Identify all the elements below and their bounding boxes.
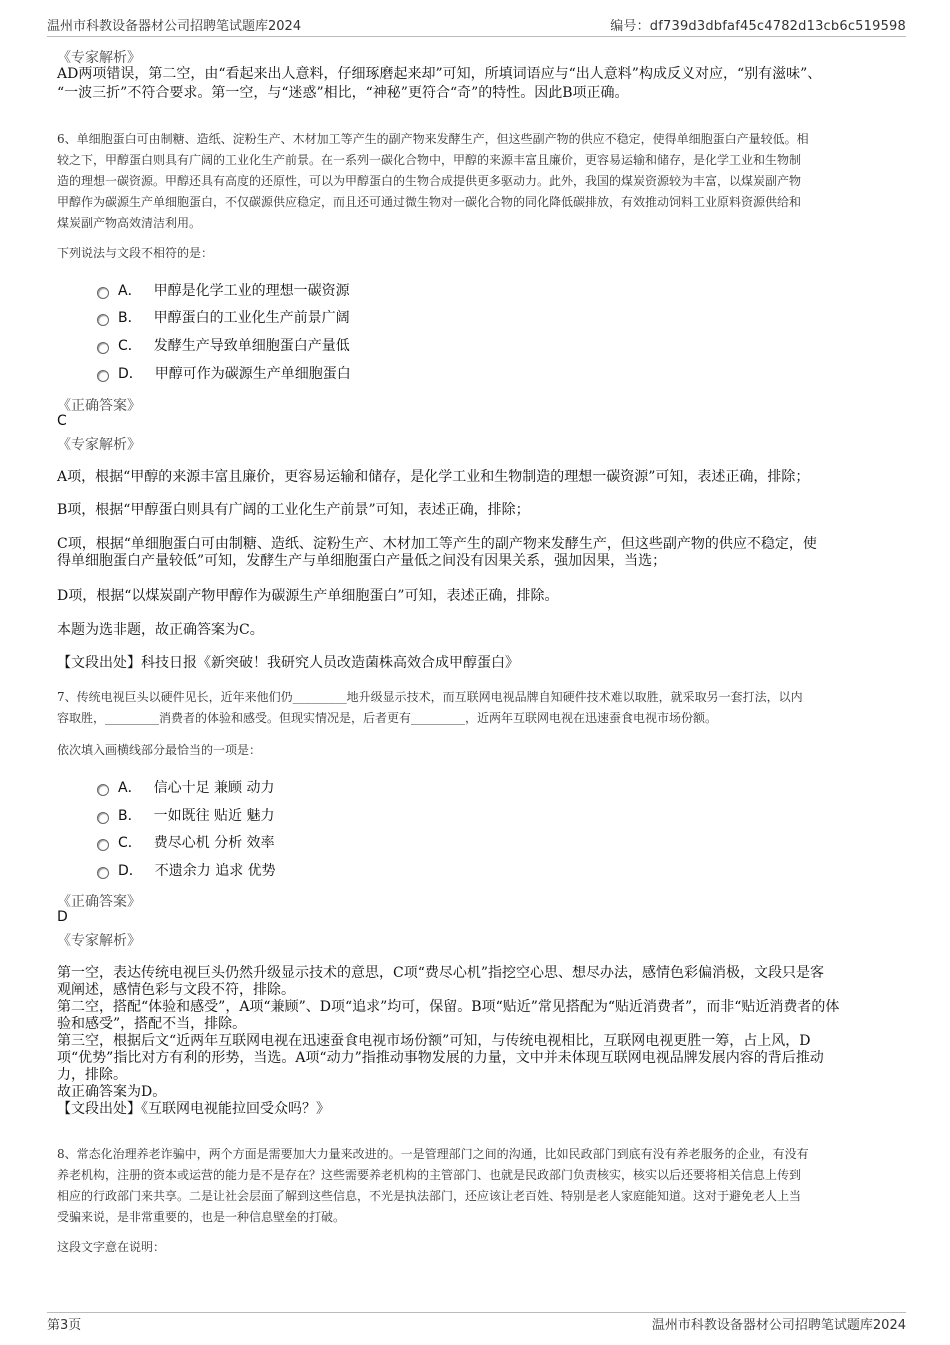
option-key: C． <box>118 835 142 851</box>
radio-icon[interactable] <box>97 812 109 824</box>
q5-analysis-line: AD两项错误，第二空，由“看起来出人意料，仔细琢磨起来却”可知，所填词语应与“出人意料”构成反义对应，“别有滋味”、 <box>57 66 822 82</box>
q6-answer: C <box>57 413 67 429</box>
option-text: 发酵生产导致单细胞蛋白产量低 <box>153 338 350 354</box>
q7-source: 【文段出处】《互联网电视能拉回受众吗？》 <box>57 1101 330 1117</box>
q6-option-a[interactable] <box>97 279 350 301</box>
q6-analysis-c-line: C项，根据“单细胞蛋白可由制糖、造纸、淀粉生产、木材加工等产生的副产物来发酵生产，但这些副产物的供应不稳定，使 <box>57 536 817 552</box>
radio-icon[interactable] <box>97 314 109 326</box>
q6-option-c[interactable] <box>97 334 350 356</box>
option-text: 一如既往 贴近 魅力 <box>153 808 275 824</box>
q6-analysis-c <box>57 536 900 570</box>
q7-analysis-line: 第一空，表达传统电视巨头仍然升级显示技术的意思，C项“费尽心机”指挖空心思、想尽办法，感情色彩偏消极，文段只是客 <box>57 965 825 981</box>
page-header <box>47 14 906 37</box>
q7-question: 依次填入画横线部分最恰当的一项是： <box>57 743 262 757</box>
footer-title: 温州市科教设备器材公司招聘笔试题库2024 <box>651 1318 906 1333</box>
q7-analysis <box>57 965 900 1118</box>
option-key: B． <box>118 808 142 824</box>
q7-option-b[interactable] <box>97 804 275 826</box>
option-key: D． <box>118 863 143 879</box>
q5-analysis-line: “一波三折”不符合要求。第一空，与“迷惑”相比，“神秘”更符合“奇”的特性。因此B项正确。 <box>57 85 629 101</box>
q8-passage <box>57 1144 900 1228</box>
radio-icon[interactable] <box>97 287 109 299</box>
q6-conclusion: 本题为选非题，故正确答案为C。 <box>57 622 264 638</box>
q8-passage-line: 受骗来说，是非常重要的，也是一种信息壁垒的打破。 <box>57 1210 346 1224</box>
option-key: A． <box>118 283 142 299</box>
q5-analysis-label: 《专家解析》 <box>57 50 141 66</box>
page-footer <box>47 1312 906 1337</box>
option-text: 甲醇可作为碳源生产单细胞蛋白 <box>154 366 351 382</box>
q6-option-b[interactable] <box>97 306 350 328</box>
q6-analysis-c-line: 得单细胞蛋白产量较低”可知，发酵生产与单细胞蛋白产量低之间没有因果关系，强加因果，当选； <box>57 553 667 569</box>
q7-answer: D <box>57 909 68 925</box>
q8-passage-line: 相应的行政部门来共享。二是让社会层面了解到这些信息，不光是执法部门，还应该让老百姓、特别是老人家庭能知道。这对于避免老人上当 <box>57 1189 802 1203</box>
q6-analysis-label: 《专家解析》 <box>57 437 141 453</box>
header-serial: 编号：df739d3dbfaf45c4782d13cb6c519598 <box>610 19 906 34</box>
footer-page-number: 第3页 <box>47 1318 82 1333</box>
radio-icon[interactable] <box>97 370 109 382</box>
q7-analysis-line: 验和感受”，搭配不当，排除。 <box>57 1016 247 1032</box>
q7-analysis-line: 项“优势”指比对方有利的形势，当选。A项“动力”指推动事物发展的力量，文中并未体现互联网电视品牌发展内容的背后推动 <box>57 1050 824 1066</box>
radio-icon[interactable] <box>97 867 109 879</box>
q6-analysis-d: D项，根据“以煤炭副产物甲醇作为碳源生产单细胞蛋白”可知，表述正确，排除。 <box>57 588 559 604</box>
radio-icon[interactable] <box>97 784 109 796</box>
q6-passage-line: 较之下，甲醇蛋白则具有广阔的工业化生产前景。在一系列一碳化合物中，甲醇的来源丰富且廉价，更容易运输和储存，是化学工业和生物制 <box>57 153 802 167</box>
q6-option-d[interactable] <box>97 362 351 384</box>
q5-analysis <box>57 65 900 103</box>
option-key: B． <box>118 310 142 326</box>
q7-passage <box>57 687 900 729</box>
q7-analysis-line: 故正确答案为D。 <box>57 1084 167 1100</box>
q7-option-c[interactable] <box>97 831 275 853</box>
q6-answer-label: 《正确答案》 <box>57 398 141 414</box>
q8-passage-line: 养老机构，注册的资本或运营的能力是不是存在？这些需要养老机构的主管部门、也就是民政部门负责核实，核实以后还要将相关信息上传到 <box>57 1168 802 1182</box>
q8-passage-line: 8、常态化治理养老诈骗中，两个方面是需要加大力量来改进的。一是管理部门之间的沟通，比如民政部门到底有没有养老服务的企业，有没有 <box>57 1147 809 1161</box>
q7-option-d[interactable] <box>97 859 276 881</box>
q7-analysis-line: 第二空，搭配“体验和感受”，A项“兼顾”、D项“追求”均可，保留。B项“贴近”常见搭配为“贴近消费者”，而非“贴近消费者的体 <box>57 999 840 1015</box>
q6-passage-line: 甲醇作为碳源生产单细胞蛋白，不仅碳源供应稳定，而且还可通过微生物对一碳化合物的同化降低碳排放，有效推动饲料工业原料资源供给和 <box>57 195 802 209</box>
option-text: 不遗余力 追求 优势 <box>154 863 276 879</box>
option-text: 甲醇蛋白的工业化生产前景广阔 <box>153 310 350 326</box>
option-key: A． <box>118 780 142 796</box>
radio-icon[interactable] <box>97 839 109 851</box>
q7-answer-label: 《正确答案》 <box>57 894 141 910</box>
q7-passage-line: 容取胜，_________消费者的体验和感受。但现实情况是，后者更有_________，近两年互联网电视在迅速蚕食电视市场份额。 <box>57 711 718 725</box>
q6-analysis-a: A项，根据“甲醇的来源丰富且廉价，更容易运输和储存，是化学工业和生物制造的理想一碳资源”可知，表述正确，排除； <box>57 469 810 485</box>
q6-passage-line: 6、单细胞蛋白可由制糖、造纸、淀粉生产、木材加工等产生的副产物来发酵生产，但这些副产物的供应不稳定，使得单细胞蛋白产量较低。相 <box>57 132 809 146</box>
header-title: 温州市科教设备器材公司招聘笔试题库2024 <box>47 19 302 34</box>
q6-question: 下列说法与文段不相符的是： <box>57 246 214 260</box>
q7-passage-line: 7、传统电视巨头以硬件见长，近年来他们仍_________地升级显示技术，而互联网电视品牌自知硬件技术难以取胜，就采取另一套打法，以内 <box>57 690 803 704</box>
q7-analysis-label: 《专家解析》 <box>57 933 141 949</box>
option-text: 甲醇是化学工业的理想一碳资源 <box>153 283 350 299</box>
radio-icon[interactable] <box>97 342 109 354</box>
q6-source: 【文段出处】科技日报《新突破！我研究人员改造菌株高效合成甲醇蛋白》 <box>57 655 519 671</box>
option-text: 费尽心机 分析 效率 <box>153 835 275 851</box>
option-text: 信心十足 兼顾 动力 <box>153 780 275 796</box>
option-key: D． <box>118 366 143 382</box>
q6-passage-line: 煤炭副产物高效清洁利用。 <box>57 216 202 230</box>
q7-analysis-line: 力，排除。 <box>57 1067 127 1083</box>
q7-analysis-line: 第三空，根据后文“近两年互联网电视在迅速蚕食电视市场份额”可知，与传统电视相比，互联网电视更胜一筹，占上风，D <box>57 1033 811 1049</box>
q6-analysis-b: B项，根据“甲醇蛋白则具有广阔的工业化生产前景”可知，表述正确，排除； <box>57 502 530 518</box>
q8-question: 这段文字意在说明： <box>57 1240 166 1254</box>
q6-passage <box>57 129 900 234</box>
q7-analysis-line: 观阐述，感情色彩与文段不符，排除。 <box>57 982 295 998</box>
option-key: C． <box>118 338 142 354</box>
q7-option-a[interactable] <box>97 776 274 798</box>
q6-passage-line: 造的理想一碳资源。甲醇还具有高度的还原性，可以为甲醇蛋白的生物合成提供更多驱动力。此外，我国的煤炭资源较为丰富，以煤炭副产物 <box>57 174 802 188</box>
